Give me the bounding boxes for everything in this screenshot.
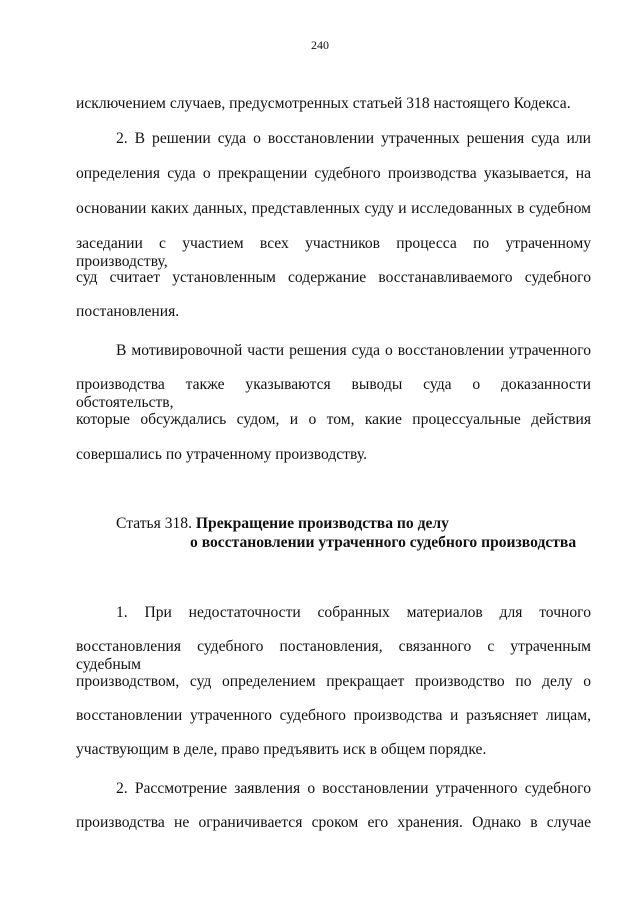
- text-line: исключением случаев, предусмотренных статьей 318 настоящего Кодекса.: [76, 95, 571, 112]
- text-line: определения суда о прекращении судебного производства указывается, на: [76, 165, 591, 182]
- article-label: Статья 318.: [116, 515, 193, 532]
- text-line: производством, суд определением прекращает производство по делу о: [76, 673, 591, 690]
- text-line: основании каких данных, представленных суду и исследованных в судебном: [76, 200, 591, 217]
- text-line: совершались по утраченному производству.: [76, 446, 367, 463]
- text-line: которые обсуждались судом, и о том, какие процессуальные действия: [76, 411, 591, 428]
- text-line: заседании с участием всех участников процесса по утраченному производству,: [76, 235, 591, 270]
- text-line: участвующим в деле, право предъявить иск в общем порядке.: [76, 741, 487, 758]
- text-line: 2. В решении суда о восстановлении утраченных решения суда или: [116, 130, 591, 147]
- article-heading-line2: [190, 534, 576, 552]
- article-heading: [116, 515, 449, 533]
- text-line: восстановления судебного постановления, связанного с утраченным судебным: [76, 638, 591, 673]
- text-line: производства не ограничивается сроком его хранения. Однако в случае: [76, 814, 591, 831]
- text-line: 2. Рассмотрение заявления о восстановлении утраченного судебного: [116, 780, 591, 797]
- text-line: восстановлении утраченного судебного производства и разъясняет лицам,: [76, 707, 591, 724]
- article-title-line1: Прекращение производства по делу: [195, 515, 449, 532]
- text-line: производства также указываются выводы суда о доказанности обстоятельств,: [76, 376, 591, 411]
- text-line: суд считает установленным содержание восстанавливаемого судебного: [76, 269, 591, 286]
- article-title-line2: о восстановлении утраченного судебного производства: [190, 534, 577, 551]
- page-number: 240: [311, 38, 329, 52]
- text-line: постановления.: [76, 303, 180, 320]
- text-line: В мотивировочной части решения суда о восстановлении утраченного: [116, 342, 591, 359]
- text-line: 1. При недостаточности собранных материалов для точного: [116, 604, 591, 621]
